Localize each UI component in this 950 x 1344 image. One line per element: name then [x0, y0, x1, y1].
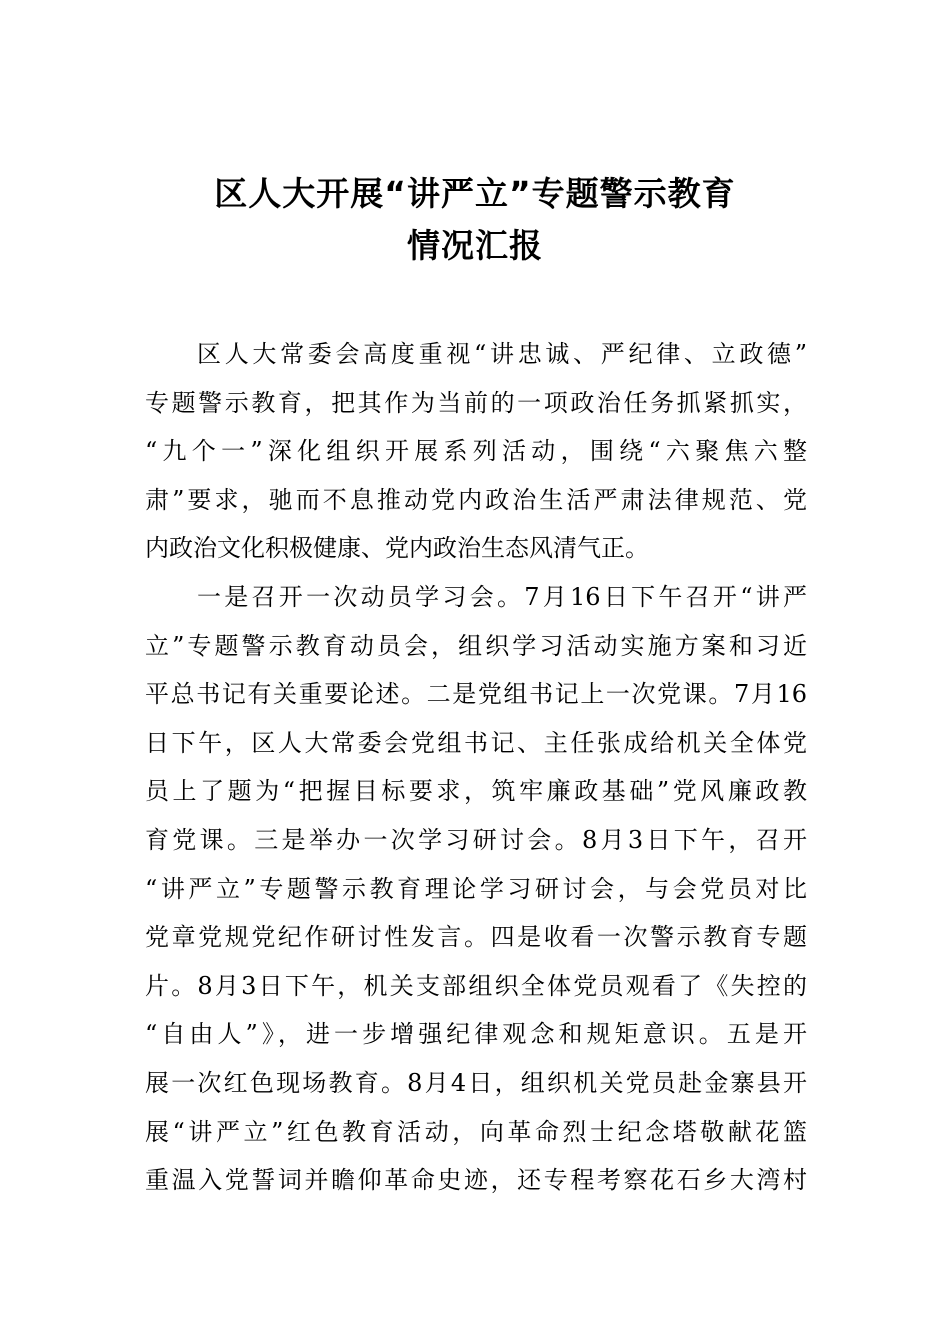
title-line-2: 情况汇报: [407, 226, 543, 265]
text-line: “讲严立”专题警示教育理论学习研讨会，与会党员对比: [145, 874, 807, 903]
text-line: 内政治文化积极健康、党内政治生态风清气正。: [145, 534, 649, 563]
text-line: 片。8月3日下午，机关支部组织全体党员观看了《失控的: [145, 971, 807, 1000]
paragraph-activities: [145, 573, 807, 1205]
text-line: “九个一”深化组织开展系列活动，围绕“六聚焦六整: [145, 437, 807, 466]
text-line: 展“讲严立”红色教育活动，向革命烈士纪念塔敬献花篮: [145, 1117, 807, 1146]
text-line: 日下午，区人大常委会党组书记、主任张成给机关全体党: [145, 728, 807, 757]
title-line-1: 区人大开展“讲严立”专题警示教育: [214, 174, 736, 213]
text-line: 立”专题警示教育动员会，组织学习活动实施方案和习近: [145, 631, 807, 660]
text-line: 区人大常委会高度重视“讲忠诚、严纪律、立政德”: [197, 340, 807, 368]
text-line: 平总书记有关重要论述。二是党组书记上一次党课。7月16: [145, 680, 807, 709]
text-line: 党章党规党纪作研讨性发言。四是收看一次警示教育专题: [145, 923, 807, 952]
document-body: [145, 330, 807, 1205]
text-line: “自由人”》，进一步增强纪律观念和规矩意识。五是开: [145, 1020, 807, 1049]
paragraph-intro: [145, 330, 807, 573]
text-line: 一是召开一次动员学习会。7月16日下午召开“讲严: [197, 582, 807, 611]
text-line: 肃”要求，驰而不息推动党内政治生活严肃法律规范、党: [145, 485, 807, 514]
text-line: 展一次红色现场教育。8月4日，组织机关党员赴金寨县开: [145, 1068, 807, 1097]
document-title: [0, 168, 950, 272]
text-line: 员上了题为“把握目标要求，筑牢廉政基础”党风廉政教: [145, 777, 807, 806]
text-line: 重温入党誓词并瞻仰革命史迹，还专程考察花石乡大湾村: [145, 1166, 807, 1195]
text-line: 育党课。三是举办一次学习研讨会。8月3日下午，召开: [145, 825, 807, 854]
text-line: 专题警示教育，把其作为当前的一项政治任务抓紧抓实，: [145, 388, 807, 417]
